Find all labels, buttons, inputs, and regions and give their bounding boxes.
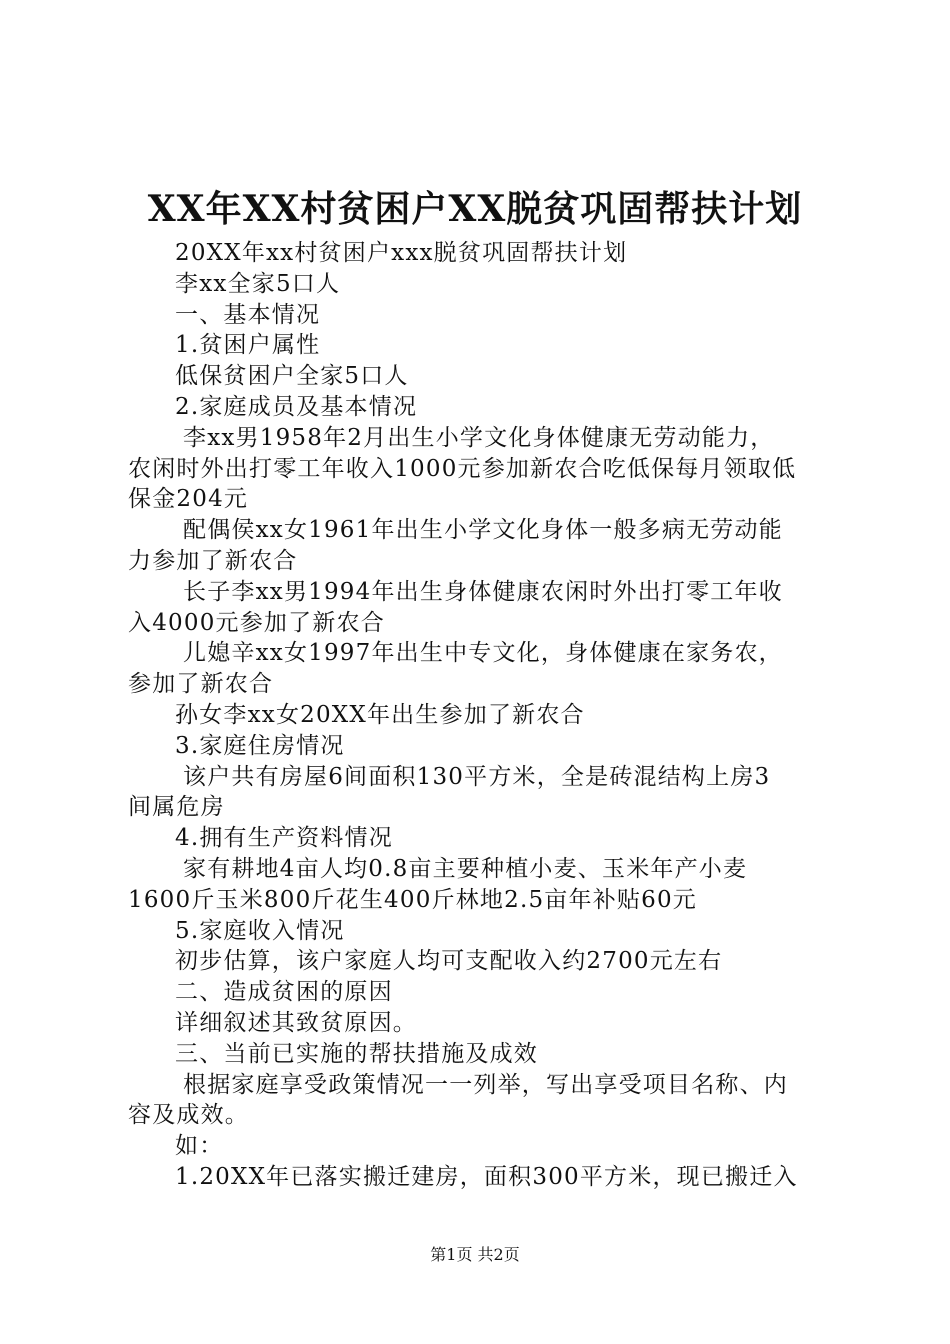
paragraph-line: 长子李xx男1994年出生身体健康农闲时外出打零工年收 [183, 578, 783, 605]
paragraph-line: 儿媳辛xx女1997年出生中专文化，身体健康在家务农， [183, 640, 783, 667]
paragraph-line: 孙女李xx女20XX年出生参加了新农合 [175, 701, 585, 728]
section-heading: 一、基本情况 [175, 301, 321, 328]
paragraph-line: 间属危房 [128, 794, 225, 821]
section-heading: 三、当前已实施的帮扶措施及成效 [175, 1040, 538, 1067]
subsection-heading: 2.家庭成员及基本情况 [175, 393, 418, 420]
subsection-heading: 4.拥有生产资料情况 [175, 825, 393, 852]
paragraph-line: 1.20XX年已落实搬迁建房，面积300平方米，现已搬迁入 [175, 1163, 798, 1190]
paragraph-line: 如： [175, 1133, 224, 1160]
document-title: XX年XX村贫困户XX脱贫巩固帮扶计划 [147, 188, 803, 230]
paragraph-line: 详细叙述其致贫原因。 [175, 1009, 417, 1036]
document-body [128, 238, 834, 1193]
paragraph-line: 参加了新农合 [128, 671, 274, 698]
subsection-heading: 5.家庭收入情况 [175, 917, 345, 944]
paragraph-line: 入4000元参加了新农合 [128, 609, 385, 636]
paragraph-line: 李xx全家5口人 [175, 270, 341, 297]
section-heading: 二、造成贫困的原因 [175, 979, 393, 1006]
paragraph-line: 初步估算，该户家庭人均可支配收入约2700元左右 [175, 948, 723, 975]
paragraph-line: 李xx男1958年2月出生小学文化身体健康无劳动能力， [183, 424, 775, 451]
subsection-heading: 3.家庭住房情况 [175, 732, 345, 759]
paragraph-line: 1600斤玉米800斤花生400斤林地2.5亩年补贴60元 [128, 886, 697, 913]
paragraph-line: 容及成效。 [128, 1102, 249, 1129]
paragraph-line: 20XX年xx村贫困户xxx脱贫巩固帮扶计划 [175, 240, 628, 266]
paragraph-line: 配偶侯xx女1961年出生小学文化身体一般多病无劳动能 [183, 517, 783, 544]
subsection-heading: 1.贫困户属性 [175, 332, 321, 359]
paragraph-line: 力参加了新农合 [128, 547, 298, 574]
paragraph-line: 农闲时外出打零工年收入1000元参加新农合吃低保每月领取低 [128, 455, 797, 482]
paragraph-line: 家有耕地4亩人均0.8亩主要种植小麦、玉米年产小麦 [183, 855, 748, 882]
page-footer: 第1页 共2页 [430, 1245, 520, 1264]
paragraph-line: 该户共有房屋6间面积130平方米，全是砖混结构上房3 [183, 763, 771, 790]
paragraph-line: 保金204元 [128, 486, 249, 513]
paragraph-line: 根据家庭享受政策情况一一列举，写出享受项目名称、内 [183, 1071, 788, 1098]
paragraph-line: 低保贫困户全家5口人 [175, 363, 409, 390]
